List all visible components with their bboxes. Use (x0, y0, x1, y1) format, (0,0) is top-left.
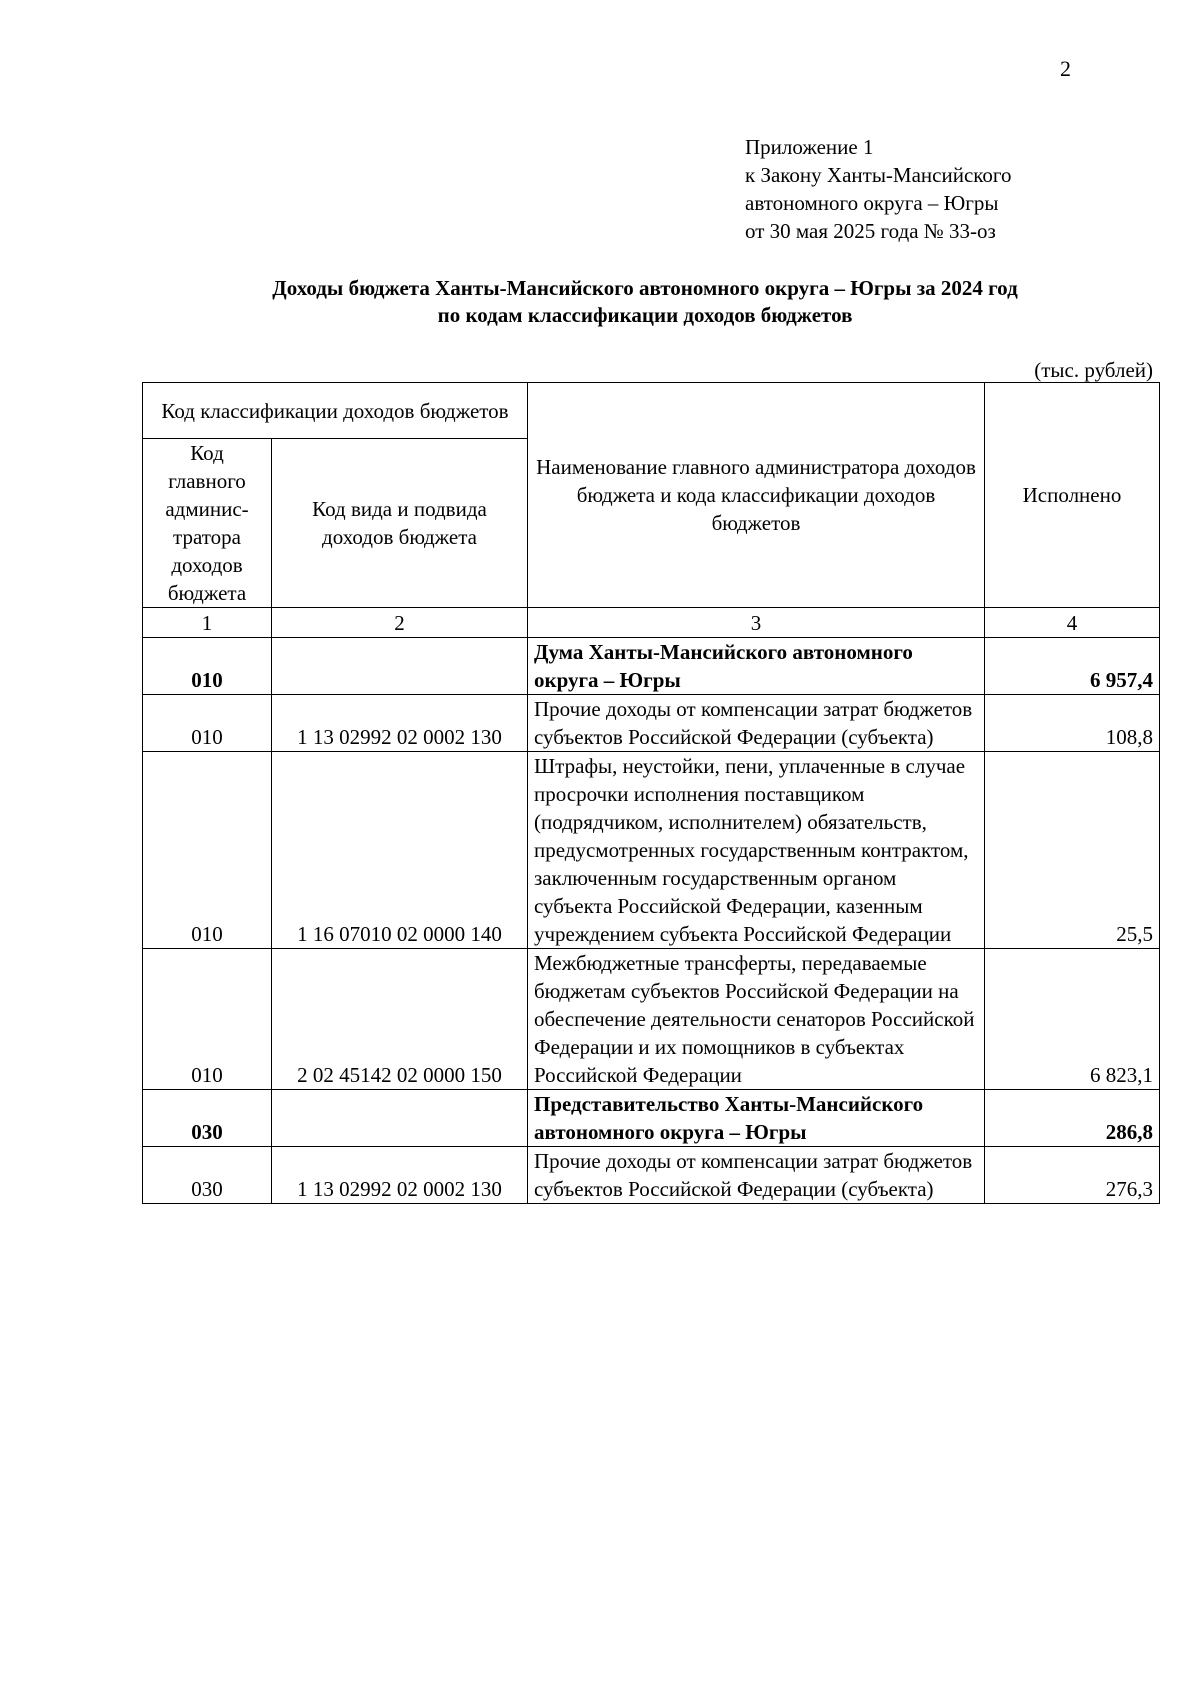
type-code-cell: 1 13 02992 02 0002 130 (272, 1147, 528, 1204)
type-code-cell: 1 13 02992 02 0002 130 (272, 695, 528, 752)
header-admin-code: Код главного админис-тратора доходов бюджета (143, 439, 272, 608)
revenue-table (142, 382, 1160, 1204)
type-code-cell (272, 1090, 528, 1147)
appendix-reference (745, 133, 1012, 245)
header-name: Наименование главного администратора доходов бюджета и кода классификации доходов бюджетов (528, 383, 985, 608)
name-cell: Дума Ханты-Мансийского автономного округа – Югры (528, 638, 985, 695)
type-code-cell (272, 638, 528, 695)
type-code-cell: 1 16 07010 02 0000 140 (272, 752, 528, 949)
amount-cell: 25,5 (985, 752, 1160, 949)
appendix-line: к Закону Ханты-Мансийского (745, 163, 1012, 187)
admin-code-cell: 010 (143, 695, 272, 752)
title-line: по кодам классификации доходов бюджетов (437, 303, 853, 327)
page-number: 2 (1060, 56, 1071, 81)
column-number: 2 (272, 608, 528, 638)
amount-cell: 286,8 (985, 1090, 1160, 1147)
type-code-cell: 2 02 45142 02 0000 150 (272, 949, 528, 1090)
table-row-administrator (143, 638, 1160, 695)
units-label: (тыс. рублей) (1034, 358, 1153, 382)
header-type-code: Код вида и подвида доходов бюджета (272, 439, 528, 608)
table-row (143, 1147, 1160, 1204)
column-number: 3 (528, 608, 985, 638)
header-executed: Исполнено (985, 383, 1160, 608)
column-number: 1 (143, 608, 272, 638)
amount-cell: 6 823,1 (985, 949, 1160, 1090)
admin-code-cell: 030 (143, 1090, 272, 1147)
amount-cell: 108,8 (985, 695, 1160, 752)
name-cell: Прочие доходы от компенсации затрат бюджетов субъектов Российской Федерации (субъекта) (528, 695, 985, 752)
column-number: 4 (985, 608, 1160, 638)
table-row (143, 949, 1160, 1090)
document-title (140, 275, 1150, 329)
appendix-line: автономного округа – Югры (745, 191, 999, 215)
admin-code-cell: 010 (143, 949, 272, 1090)
name-cell: Межбюджетные трансферты, передаваемые бюджетам субъектов Российской Федерации на обеспечение деятельности сенаторов Российской Федерации и их помощников в субъектах Российской Федерации (528, 949, 985, 1090)
appendix-line: Приложение 1 (745, 135, 874, 159)
admin-code-cell: 010 (143, 752, 272, 949)
name-cell: Прочие доходы от компенсации затрат бюджетов субъектов Российской Федерации (субъекта) (528, 1147, 985, 1204)
name-cell: Штрафы, неустойки, пени, уплаченные в случае просрочки исполнения поставщиком (подрядчиком, исполнителем) обязательств, предусмотренных государственным контрактом, заключенным государственным органом субъекта Российской Федерации, казенным учреждением субъекта Российской Федерации (528, 752, 985, 949)
admin-code-cell: 030 (143, 1147, 272, 1204)
table-row (143, 752, 1160, 949)
appendix-line: от 30 мая 2025 года № 33-оз (745, 219, 996, 243)
amount-cell: 6 957,4 (985, 638, 1160, 695)
table-row-administrator (143, 1090, 1160, 1147)
name-cell: Представительство Ханты-Мансийского автономного округа – Югры (528, 1090, 985, 1147)
title-line: Доходы бюджета Ханты-Мансийского автономного округа – Югры за 2024 год (272, 276, 1018, 300)
table-row (143, 695, 1160, 752)
admin-code-cell: 010 (143, 638, 272, 695)
header-classification-code: Код классификации доходов бюджетов (143, 383, 528, 439)
amount-cell: 276,3 (985, 1147, 1160, 1204)
